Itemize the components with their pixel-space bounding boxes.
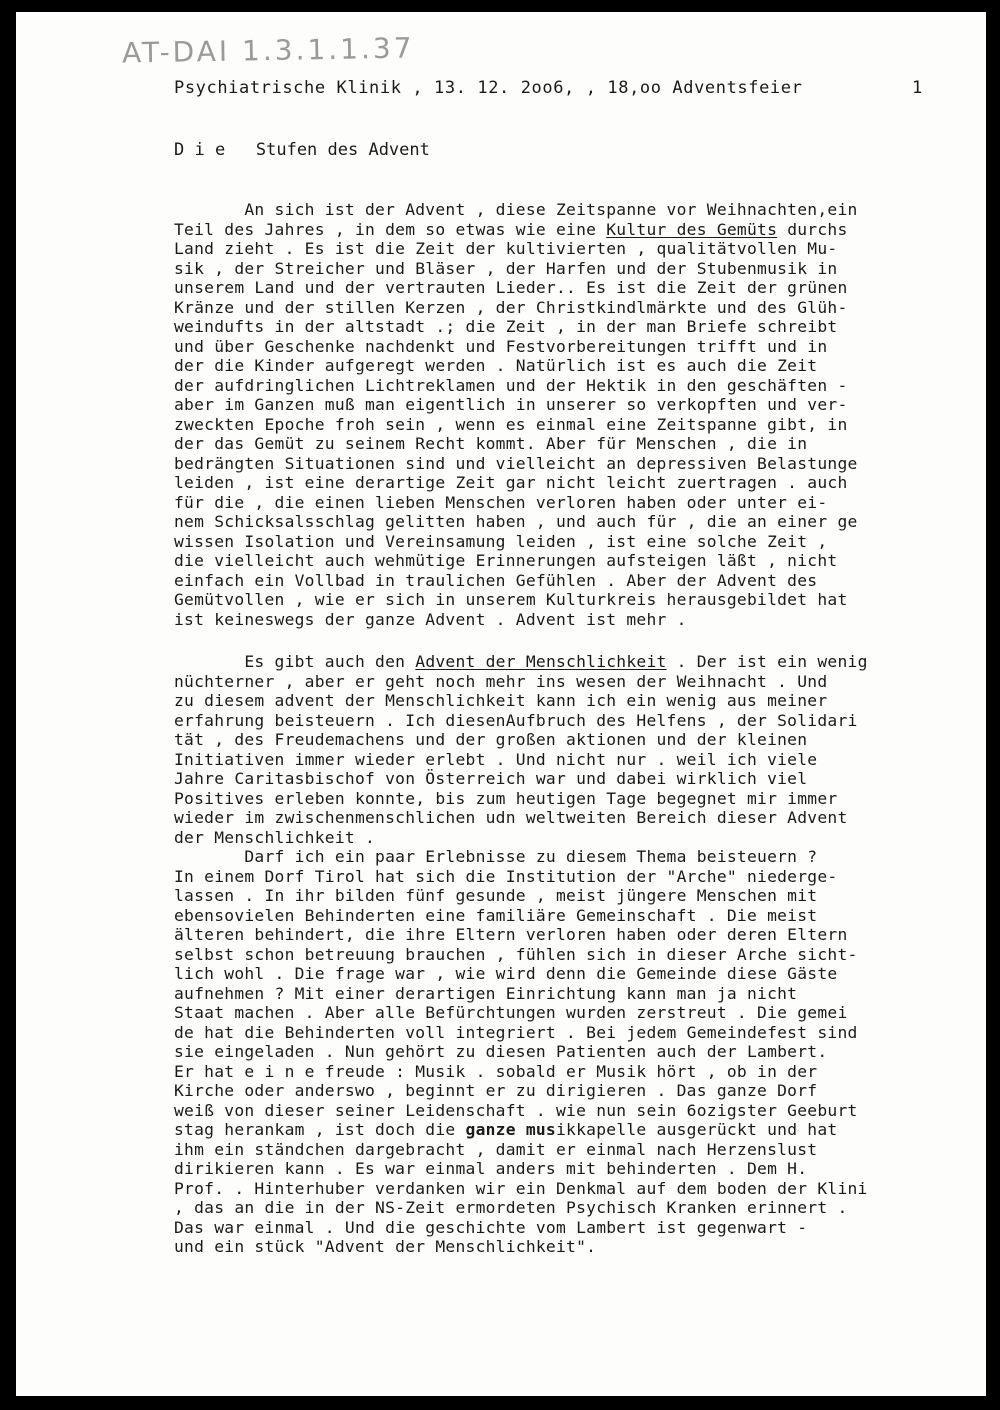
text-segment: Initiativen immer wieder erlebt . Und nicht nur . weil ich viele <box>174 749 818 769</box>
text-segment: unserem Land und der vertrauten Lieder.. Es ist die Zeit der grünen <box>174 278 848 297</box>
text-segment: zweckten Epoche froh sein , wenn es einmal eine Zeitspanne gibt, in <box>174 414 848 434</box>
text-line <box>174 984 974 1004</box>
text-line <box>174 278 974 298</box>
text-line <box>174 512 974 532</box>
text-segment: zu diesem advent der Menschlichkeit kann ich ein wenig aus meiner <box>174 691 828 710</box>
text-line <box>174 847 974 867</box>
text-segment: ikkapelle ausgerückt und hat <box>556 1120 838 1139</box>
text-segment: weindufts in der altstadt .; die Zeit , in der man Briefe schreibt <box>174 317 838 336</box>
text-segment: wieder im zwischenmenschlichen udn weltweiten Bereich dieser Advent <box>174 808 848 827</box>
text-segment: die vielleicht auch wehmütige Erinnerungen aufsteigen läßt , nicht <box>174 551 838 570</box>
page-number: 1 <box>912 78 923 98</box>
text-line <box>174 1062 974 1082</box>
text-segment: der Menschlichkeit . <box>174 827 376 847</box>
text-segment: Kränze und der stillen Kerzen , der Christkindlmärkte und des Glüh- <box>174 297 848 317</box>
text-line <box>174 493 974 513</box>
text-segment: , das an die in der NS-Zeit ermordeten Psychisch Kranken erinnert . <box>174 1198 848 1217</box>
text-segment: nüchterner , aber er geht noch mehr ins wesen der Weihnacht . Und <box>174 671 828 691</box>
text-line <box>174 1218 974 1238</box>
archive-reference-handwritten: AT-DAI 1.3.1.1.37 <box>121 31 415 70</box>
text-segment: ihm ein ständchen dargebracht , damit er einmal nach Herzenslust <box>174 1139 818 1159</box>
text-line <box>174 808 974 828</box>
text-line <box>174 906 974 926</box>
text-line <box>174 1237 974 1257</box>
text-line <box>174 1140 974 1160</box>
paragraph-1 <box>174 200 974 629</box>
text-segment: Positives erleben konnte, bis zum heutigen Tage begegnet mir immer <box>174 788 838 808</box>
text-line <box>174 867 974 887</box>
text-segment: Kirche oder anderswo , beginnt er zu dirigieren . Das ganze Dorf <box>174 1081 818 1100</box>
text-line <box>174 610 974 630</box>
text-segment: der das Gemüt zu seinem Recht kommt. Aber für Menschen , die in <box>174 434 808 453</box>
text-segment: Land zieht . Es ist die Zeit der kultivierten , qualitätvollen Mu- <box>174 239 838 258</box>
text-segment: erfahrung beisteuern . Ich diesenAufbruch des Helfens , der Solidari <box>174 710 858 730</box>
text-segment: dirikieren kann . Es war einmal anders mit behinderten . Dem H. <box>174 1159 808 1178</box>
text-segment: sie eingeladen . Nun gehört zu diesen Patienten auch der Lambert. <box>174 1042 828 1061</box>
text-segment: nem Schicksalsschlag gelitten haben , und auch für , die an einer ge <box>174 512 858 531</box>
text-line <box>174 356 974 376</box>
text-line <box>174 828 974 848</box>
text-line <box>174 789 974 809</box>
text-line <box>174 672 974 692</box>
underlined-phrase: Kultur des Gemüts <box>606 219 778 239</box>
text-line <box>174 945 974 965</box>
text-line <box>174 750 974 770</box>
text-segment: Jahre Caritasbischof von Österreich war und dabei wirklich viel <box>174 769 808 788</box>
text-segment: Es gibt auch den <box>174 652 416 671</box>
text-line <box>174 1042 974 1062</box>
document-title: D i e Stufen des Advent <box>174 140 430 160</box>
text-segment: sik , der Streicher und Bläser , der Harfen und der Stubenmusik in <box>174 258 838 278</box>
text-line <box>174 1101 974 1121</box>
text-line <box>174 259 974 279</box>
text-segment: lassen . In ihr bilden fünf gesunde , meist jüngere Menschen mit <box>174 886 818 905</box>
text-segment: Teil des Jahres , in dem so etwas wie eine <box>174 219 607 239</box>
text-segment: stag herankam , ist doch die <box>174 1120 466 1139</box>
text-line <box>174 571 974 591</box>
text-line <box>174 711 974 731</box>
text-line <box>174 730 974 750</box>
text-segment: aber im Ganzen muß man eigentlich in unserer so verkopften und ver- <box>174 395 848 414</box>
text-segment: selbst schon betreuung brauchen , fühlen sich in dieser Arche sicht- <box>174 944 858 964</box>
text-segment: und ein stück "Advent der Menschlichkeit". <box>174 1237 597 1256</box>
text-segment: bedrängten Situationen sind und vielleicht an depressiven Belastunge <box>174 453 858 473</box>
text-segment: Staat machen . Aber alle Befürchtungen wurden zerstreut . Die gemei <box>174 1003 848 1022</box>
text-segment: Gemütvollen , wie er sich in unserem Kulturkreis herausgebildet hat <box>174 590 848 609</box>
text-segment: älteren behindert, die ihre Eltern verloren haben oder deren Eltern <box>174 925 848 944</box>
text-line <box>174 1159 974 1179</box>
text-line <box>174 1198 974 1218</box>
text-line <box>174 454 974 474</box>
text-segment: Das war einmal . Und die geschichte vom Lambert ist gegenwart - <box>174 1217 808 1237</box>
text-segment: . Der ist ein wenig <box>666 652 868 671</box>
text-line <box>174 1023 974 1043</box>
text-segment: de hat die Behinderten voll integriert . Bei jedem Gemeindefest sind <box>174 1022 858 1042</box>
text-line <box>174 691 974 711</box>
text-segment: weiß von dieser seiner Leidenschaft . wie nun sein 6ozigster Geeburt <box>174 1100 858 1120</box>
text-line <box>174 964 974 984</box>
text-line <box>174 200 974 220</box>
text-segment: In einem Dorf Tirol hat sich die Institution der "Arche" niederge- <box>174 866 838 886</box>
document-header: Psychiatrische Klinik , 13. 12. 2oo6, , 18,oo Adventsfeier <box>174 78 803 98</box>
text-line <box>174 1179 974 1199</box>
text-line <box>174 532 974 552</box>
text-segment: Prof. . Hinterhuber verdanken wir ein Denkmal auf dem boden der Klini <box>174 1178 868 1198</box>
text-line <box>174 1081 974 1101</box>
text-line <box>174 473 974 493</box>
text-line <box>174 220 974 240</box>
text-segment: und über Geschenke nachdenkt und Festvorbereitungen trifft und in <box>174 336 828 356</box>
text-segment: Darf ich ein paar Erlebnisse zu diesem Thema beisteuern ? <box>174 847 818 866</box>
text-line <box>174 769 974 789</box>
text-line <box>174 434 974 454</box>
text-segment: der die Kinder aufgeregt werden . Natürlich ist es auch die Zeit <box>174 356 818 375</box>
text-line <box>174 886 974 906</box>
text-line <box>174 298 974 318</box>
text-line <box>174 1003 974 1023</box>
text-segment: tät , des Freudemachens und der großen aktionen und der kleinen <box>174 730 808 749</box>
text-segment: einfach ein Vollbad in traulichen Gefühlen . Aber der Advent des <box>174 570 818 590</box>
text-line <box>174 317 974 337</box>
text-line <box>174 551 974 571</box>
text-segment: für die , die einen lieben Menschen verloren haben oder unter ei- <box>174 492 828 512</box>
text-segment: An sich ist der Advent , diese Zeitspanne vor Weihnachten,ein <box>174 200 858 219</box>
text-line <box>174 652 974 672</box>
text-line <box>174 337 974 357</box>
text-segment: durchs <box>777 219 848 239</box>
bold-phrase: ganze mus <box>465 1120 556 1139</box>
text-line <box>174 376 974 396</box>
text-line <box>174 925 974 945</box>
text-line <box>174 590 974 610</box>
text-line <box>174 415 974 435</box>
text-segment: Er hat e i n e freude : Musik . sobald er Musik hört , ob in der <box>174 1061 818 1081</box>
paragraph-2 <box>174 652 974 1257</box>
text-segment: ebensovielen Behinderten eine familiäre Gemeinschaft . Die meist <box>174 905 818 925</box>
text-line <box>174 239 974 259</box>
text-line <box>174 1120 974 1140</box>
underlined-phrase: Advent der Menschlichkeit <box>415 652 667 671</box>
document-page <box>16 12 986 1396</box>
text-segment: wissen Isolation und Vereinsamung leiden , ist eine solche Zeit , <box>174 531 828 551</box>
text-segment: leiden , ist eine derartige Zeit gar nicht leicht zuertragen . auch <box>174 473 848 492</box>
text-segment: ist keineswegs der ganze Advent . Advent ist mehr . <box>174 609 687 629</box>
text-line <box>174 395 974 415</box>
text-segment: aufnehmen ? Mit einer derartigen Einrichtung kann man ja nicht <box>174 983 798 1003</box>
text-segment: lich wohl . Die frage war , wie wird denn die Gemeinde diese Gäste <box>174 964 838 983</box>
text-segment: der aufdringlichen Lichtreklamen und der Hektik in den geschäften - <box>174 375 848 395</box>
